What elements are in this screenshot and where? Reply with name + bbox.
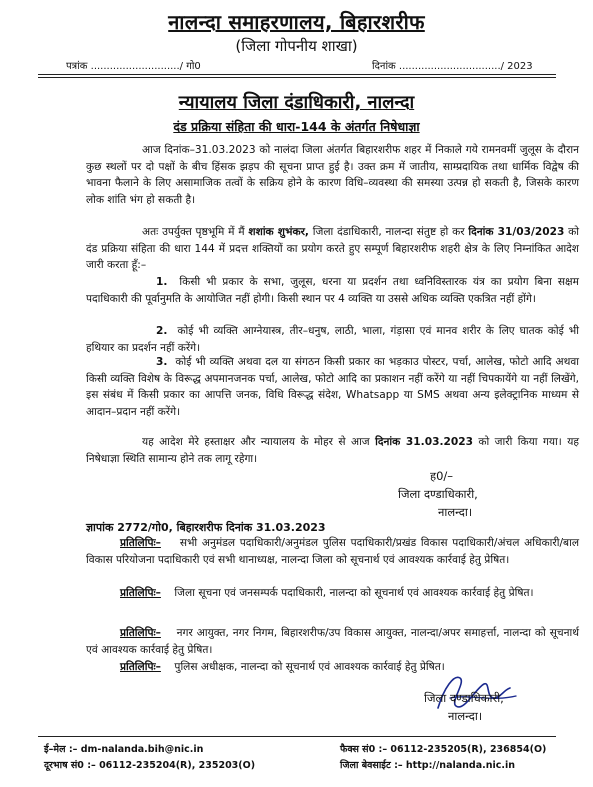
closing-date: दिनांक 31.03.2023 (375, 436, 473, 448)
copy-to-text: नगर आयुक्त, नगर निगम, बिहारशरीफ/उप विकास आयुक्त, नालन्दा/अपर समाहर्त्ता, नालन्दा को सूचनार्थ एवं आवश्यक कार्रवाई हेतु प्रेषित। (86, 627, 579, 656)
copy-to-label: प्रतिलिपिः– (120, 537, 161, 549)
order-date: दिनांक 31/03/2023 (468, 226, 565, 238)
officer-name: शशांक शुभंकर, (248, 226, 309, 238)
closing-text-a: यह आदेश मेरे हस्ताक्षर और न्यायालय के मोहर से आज (142, 436, 376, 448)
item-number: 3. (156, 356, 168, 368)
order-paragraph-1: आज दिनांक–31.03.2023 को नालंदा जिला अंतर्गत बिहारशरीफ शहर में निकाले गये रामनवमीं जुलूस के दौरान कुछ स्थलों पर दो पक्षों के बीच हिंसक झड़प की सूचना प्राप्त हुई है। उक्त क्रम में जातीय, साम्प्रदायिक तथा धार्मिक विद्वेष की भावना फैलाने के लिए असामाजिक तत्वों के सक्रिय होने के कारण विधि–व्यवस्था की समस्या उत्पन्न हो सकती है, जिसके कारण लोक शांति भंग हो सकती है। (86, 144, 579, 206)
letter-date-line: दिनांक ................................/ 2023 (372, 61, 533, 72)
order-item-1 (86, 274, 579, 307)
closing-text-b: को जारी किया गया। यह निषेधाज्ञा स्थिति सामान्य होने तक लागू रहेगा। (86, 436, 579, 465)
footer-email: ई–मेल :– dm-nalanda.bih@nic.in (44, 744, 204, 755)
order-item-3 (86, 354, 579, 420)
signature-initial: ह0/– (430, 469, 454, 483)
copy-to-3 (86, 625, 579, 658)
item-number: 2. (156, 325, 168, 337)
item-text: कोई भी व्यक्ति आग्नेयास्त्र, तीर–धनुष, लाठी, भाला, गंड़ासा एवं मानव शरीर के लिए घातक कोई भी हथियार का प्रदर्शन नहीं करेंगे। (86, 325, 579, 354)
letter-number-line: पत्रांक ............................/ गो0 (66, 61, 201, 72)
copy-to-label: प्रतिलिपिः– (120, 627, 161, 639)
copy-to-label: प्रतिलिपिः– (120, 661, 161, 673)
footer-divider (38, 736, 556, 737)
office-title: नालन्दा समाहरणालय, बिहारशरीफ (168, 10, 425, 34)
copy-to-text: सभी अनुमंडल पदाधिकारी/अनुमंडल पुलिस पदाधिकारी/प्रखंड विकास पदाधिकारी/अंचल अधिकारी/बाल विकास परियोजना पदाधिकारी एवं सभी थानाध्यक्ष, नालन्दा जिला को सूचनार्थ एवं आवश्यक कार्रवाई हेतु प्रेषित। (86, 537, 579, 566)
copy-to-1 (86, 535, 579, 568)
copy-to-label: प्रतिलिपिः– (120, 587, 161, 599)
court-title: न्यायालय जिला दंडाधिकारी, नालन्दा (178, 92, 415, 113)
para2-text-c: को दंड प्रक्रिया संहिता की धारा 144 में प्रदत्त शक्तियों का प्रयोग करते हुए सम्पूर्ण बिहारशरीफ शहरी क्षेत्र के लिए निम्नांकित आदेश जारी करता हूँ:– (86, 226, 580, 272)
item-text: किसी भी प्रकार के सभा, जुलूस, धरना या प्रदर्शन तथा ध्वनिविस्तारक यंत्र का प्रयोग बिना सक्षम पदाधिकारी की पूर्वानुमति के आयोजित नहीं होगी। किसी स्थान पर 4 व्यक्ति या उससे अधिक व्यक्ति एकत्रित नहीं होंगे। (86, 276, 579, 305)
item-text: कोई भी व्यक्ति अथवा दल या संगठन किसी प्रकार का भड़काउ पोस्टर, पर्चा, आलेख, फोटो आदि अथवा किसी व्यक्ति विशेष के विरूद्ध अपमानजनक पर्चा, आलेख, फोटो आदि का प्रकाशन नहीं करेंगे या नहीं चिपकायेंगे या नहीं लिखेंगे, इस संबंध में किसी प्रकार का आपत्ति जनक, विधि विरूद्ध संदेश, Whatsapp या SMS अथवा अन्य इलेक्ट्रानिक माध्यम से आदान–प्रदान नहीं करेंगे। (86, 356, 579, 418)
order-closing (86, 434, 579, 467)
header-divider (38, 74, 556, 75)
memo-reference: ज्ञापांक 2772/गो0, बिहारशरीफ दिनांक 31.03.2023 (86, 521, 326, 534)
copy-to-2 (86, 585, 579, 602)
header-divider-2 (38, 77, 556, 78)
footer-website: जिला बेवसाईट :– http://nalanda.nic.in (340, 760, 516, 771)
memo-signature-place: नालन्दा। (448, 709, 483, 723)
copy-to-text: पुलिस अधीक्षक, नालन्दा को सूचनार्थ एवं आवश्यक कार्रवाई हेतु प्रेषित। (174, 661, 445, 673)
copy-to-text: जिला सूचना एवं जनसम्पर्क पदाधिकारी, नालन्दा को सूचनार्थ एवं आवश्यक कार्रवाई हेतु प्रेषित। (174, 587, 534, 599)
item-number: 1. (156, 276, 168, 288)
signature-designation: जिला दण्डाधिकारी, (398, 487, 478, 501)
memo-signature-designation: जिला दण्डाधिकारी, (424, 691, 504, 705)
signature-place: नालन्दा। (438, 505, 473, 519)
order-paragraph-2 (86, 224, 579, 274)
order-subject: दंड प्रक्रिया संहिता की धारा-144 के अंतर्गत निषेधाज्ञा (173, 119, 420, 134)
order-item-2 (86, 323, 579, 356)
footer-phone: दूरभाष सं0 :– 06112-235204(R), 235203(O) (44, 760, 256, 771)
para2-text-a: अतः उपर्युक्त पृष्ठभूमि में मैं (142, 226, 249, 238)
para2-text-b: जिला दंडाधिकारी, नालन्दा संतुष्ट हो कर (308, 226, 469, 238)
office-subtitle: (जिला गोपनीय शाखा) (235, 37, 358, 55)
footer-fax: फैक्स सं0 :– 06112-235205(R), 236854(O) (340, 744, 547, 755)
